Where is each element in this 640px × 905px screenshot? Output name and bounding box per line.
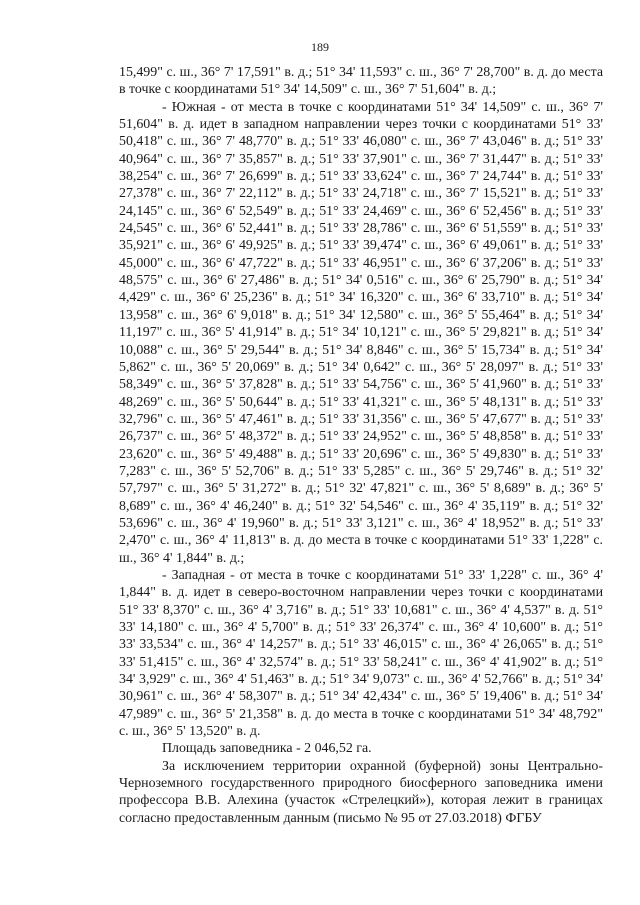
paragraph-western-boundary: - Западная - от места в точке с координатами 51° 33' 1,228" с. ш., 36° 4' 1,844" в. д. идет в северо-восточном направлении через точки с координатами 51° 33' 8,370" с. ш., 36° 4' 3,716" в. д.; 51° 33' 10,681" с. ш., 36° 4' 4,537" в. д. 51° 33' 14,180" с. ш., 36° 4' 5,700" в. д.; 51° 33' 26,374" с. ш., 36° 4' 10,600" в. д.; 51° 33' 33,534" с. ш., 36° 4' 14,257" в. д.; 51° 33' 46,015" с. ш., 36° 4' 26,065" в. д.; 51° 33' 51,415" с. ш., 36° 4' 32,574" в. д.; 51° 33' 58,241" с. ш., 36° 4' 41,902" в. д.; 51° 34' 3,929" с. ш., 36° 4' 51,463" в. д.; 51° 34' 9,073" с. ш., 36° 4' 52,766" в. д.; 51° 34' 30,961" с. ш., 36° 4' 58,307" в. д.; 51° 34' 42,434" с. ш., 36° 5' 19,406" в. д.; 51° 34' 47,989" с. ш., 36° 5' 21,358" в. д. до места в точке с координатами 51° 34' 48,792" с. ш., 36° 5' 13,520" в. д. bbox=[119, 567, 603, 740]
paragraph-coordinates-continued: 15,499" с. ш., 36° 7' 17,591" в. д.; 51° 34' 11,593" с. ш., 36° 7' 28,700" в. д. до места в точке с координатами 51° 34' 14,509" с. ш., 36° 7' 51,604" в. д.; bbox=[119, 65, 603, 98]
page-number: 189 bbox=[311, 40, 329, 54]
paragraph-southern-boundary: - Южная - от места в точке с координатами 51° 34' 14,509" с. ш., 36° 7' 51,604" в. д. идет в западном направлении через точки с координатами 51° 33' 50,418" с. ш., 36° 7' 48,770" в. д.; 51° 33' 46,080" с. ш., 36° 7' 43,046" в. д.; 51° 33' 40,964" с. ш., 36° 7' 35,857" в. д.; 51° 33' 37,901" с. ш., 36° 7' 31,447" в. д.; 51° 33' 38,254" с. ш., 36° 7' 26,699" в. д.; 51° 33' 33,624" с. ш., 36° 7' 24,744" в. д.; 51° 33' 27,378" с. ш., 36° 7' 22,112" в. д.; 51° 33' 24,718" с. ш., 36° 7' 15,521" в. д.; 51° 33' 24,145" с. ш., 36° 6' 52,549" в. д.; 51° 33' 24,469" с. ш., 36° 6' 52,456" в. д.; 51° 33' 24,545" с. ш., 36° 6' 52,441" в. д.; 51° 33' 28,786" с. ш., 36° 6' 51,559" в. д.; 51° 33' 35,921" с. ш., 36° 6' 49,925" в. д.; 51° 33' 39,474" с. ш., 36° 6' 49,061" в. д.; 51° 33' 45,000" с. ш., 36° 6' 47,722" в. д.; 51° 33' 46,951" с. ш., 36° 6' 37,206" в. д.; 51° 33' 48,575" с. ш., 36° 6' 27,486" в. д.; 51° 34' 0,516" с. ш., 36° 6' 25,790" в. д.; 51° 34' 4,429" с. ш., 36° 6' 25,236" в. д.; 51° 34' 16,320" с. ш., 36° 6' 33,710" в. д.; 51° 34' 13,958" с. ш., 36° 6' 9,018" в. д.; 51° 34' 12,580" с. ш., 36° 5' 55,464" в. д.; 51° 34' 11,197" с. ш., 36° 5' 41,914" в. д.; 51° 34' 10,121" с. ш., 36° 5' 29,821" в. д.; 51° 34' 10,088" с. ш., 36° 5' 29,544" в. д.; 51° 34' 8,846" с. ш., 36° 5' 15,734" в. д.; 51° 34' 5,862" с. ш., 36° 5' 20,069" в. д.; 51° 34' 0,642" с. ш., 36° 5' 28,097" в. д.; 51° 33' 58,349" с. ш., 36° 5' 37,828" в. д.; 51° 33' 54,756" с. ш., 36° 5' 41,960" в. д.; 51° 33' 48,269" с. ш., 36° 5' 50,644" в. д.; 51° 33' 41,321" с. ш., 36° 5' 48,131" в. д.; 51° 33' 32,796" с. ш., 36° 5' 47,461" в. д.; 51° 33' 31,356" с. ш., 36° 5' 47,677" в. д.; 51° 33' 26,737" с. ш., 36° 5' 48,372" в. д.; 51° 33' 24,952" с. ш., 36° 5' 48,858" в. д.; 51° 33' 23,620" с. ш., 36° 5' 49,488" в. д.; 51° 33' 20,696" с. ш., 36° 5' 49,830" в. д.; 51° 33' 7,283" с. ш., 36° 5' 52,706" в. д.; 51° 33' 5,285" с. ш., 36° 5' 29,746" в. д.; 51° 32' 57,797" с. ш., 36° 5' 31,272" в. д.; 51° 32' 47,821" с. ш., 36° 5' 8,689" в. д.; 36° 5' 8,689" с. ш., 36° 4' 46,240" в. д.; 51° 32' 54,546" с. ш., 36° 4' 35,119" в. д.; 51° 32' 53,696" с. ш., 36° 4' 19,960" в. д.; 51° 33' 3,121" с. ш., 36° 4' 18,952" в. д.; 51° 33' 2,470" с. ш., 36° 4' 11,813" в. д. до места в точке с координатами 51° 33' 1,228" с. ш., 36° 4' 1,844" в. д.; bbox=[119, 99, 603, 566]
document-body bbox=[119, 64, 603, 827]
paragraph-buffer-zone-exception: За исключением территории охранной (буферной) зоны Центрально-Черноземного государственного природного биосферного заповедника имени профессора В.В. Алехина (участок «Стрелецкий»), которая лежит в границах согласно предоставленным данным (письмо № 95 от 27.03.2018) ФГБУ bbox=[119, 758, 603, 826]
paragraph-reserve-area: Площадь заповедника - 2 046,52 га. bbox=[162, 741, 372, 757]
